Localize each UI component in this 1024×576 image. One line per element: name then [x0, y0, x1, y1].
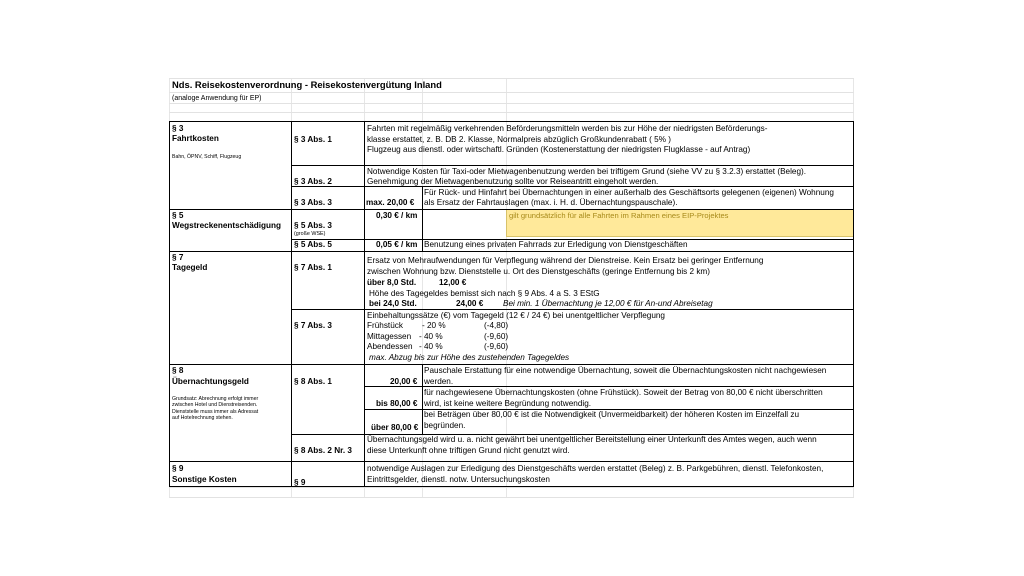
gridline	[169, 497, 854, 498]
gridline	[169, 103, 854, 104]
ref-5-5: § 5 Abs. 5	[294, 240, 332, 249]
amount-3-3: max. 20,00 €	[366, 198, 415, 207]
gridline	[169, 487, 854, 488]
meal-pct: - 20 %	[422, 321, 446, 330]
amount-8-c: über 80,00 €	[371, 423, 419, 432]
page-title: Nds. Reisekostenverordnung - Reisekostenvergütung Inland	[172, 79, 442, 90]
section-note-8: Grundsatz: Abrechnung erfolgt immer zwischen Hotel und Dienstreisenden. Dienststelle muss immer als Adressat auf Hotelrechnung stehen.	[172, 396, 259, 422]
ref-3-2: § 3 Abs. 2	[294, 177, 332, 186]
text-3-1-c: Flugzeug aus dienstl. oder wirtschaftl. Gründen (Kostenerstattung der niedrigsten Flugklasse - auf Antrag)	[367, 145, 751, 154]
amount-7-1-a: 12,00 €	[439, 278, 467, 287]
text-5-5: Benutzung eines privaten Fahrrads zur Erledigung von Dienstgeschäften	[424, 240, 688, 249]
gridline	[169, 112, 854, 113]
text-3-3-a: Für Rück- und Hinfahrt bei Übernachtungen in einer außerhalb des Geschäftsorts gelegenen (eigenen) Wohnung	[424, 188, 834, 197]
amount-5-3: 0,30 € / km	[376, 211, 418, 220]
meal-val: (-9,60)	[484, 332, 509, 341]
text-8-c-2: begründen.	[424, 421, 466, 430]
text-8-a-2: werden.	[424, 377, 454, 386]
text-7-1-f: Bei min. 1 Übernachtung je 12,00 € für An-und Abreisetag	[503, 299, 713, 308]
table-border	[169, 121, 170, 487]
column-border	[364, 121, 365, 487]
row-border	[169, 251, 854, 252]
row-border	[169, 209, 854, 210]
text-8-b-2: wird, ist keine weitere Begründung notwendig.	[424, 399, 592, 408]
section-note-3: Bahn, ÖPNV, Schiff, Flugzeug	[172, 154, 242, 160]
page-subtitle: (analoge Anwendung für EP)	[172, 95, 262, 102]
section-para-7: § 7	[172, 253, 184, 262]
column-border	[291, 121, 292, 487]
meal-row: Abendessen	[367, 342, 413, 351]
ref-3-1: § 3 Abs. 1	[294, 135, 332, 144]
table-border	[169, 486, 854, 487]
text-7-3-a: Einbehaltungssätze (€) vom Tagegeld (12 € / 24 €) bei unentgeltlicher Verpflegung	[367, 311, 665, 320]
meal-row: Frühstück	[367, 321, 403, 330]
table-border	[853, 121, 854, 487]
highlight-note	[506, 209, 854, 237]
text-3-1-a: Fahrten mit regelmäßig verkehrenden Beförderungsmitteln werden bis zur Höhe der niedrigsten Beförderungs-	[367, 124, 768, 133]
section-para-3: § 3	[172, 124, 184, 133]
amount-8-b: bis 80,00 €	[376, 399, 418, 408]
meal-val: (-4,80)	[484, 321, 509, 330]
text-7-1-c: über 8,0 Std.	[367, 278, 417, 287]
section-name-7: Tagegeld	[172, 263, 208, 272]
text-7-3-b: max. Abzug bis zur Höhe des zustehenden Tagegeldes	[369, 353, 570, 362]
row-border	[291, 165, 854, 166]
amount-5-5: 0,05 € / km	[376, 240, 418, 249]
text-7-1-a: Ersatz von Mehraufwendungen für Verpflegung während der Dienstreise. Kein Ersatz bei geringer Entfernung	[367, 256, 764, 265]
row-border	[169, 461, 854, 462]
ref-9: § 9	[294, 478, 306, 487]
row-border	[169, 364, 854, 365]
text-7-1-e: bei 24,0 Std.	[369, 299, 417, 308]
section-para-9: § 9	[172, 464, 184, 473]
ref-5-3: § 5 Abs. 3	[294, 221, 332, 230]
section-name-3: Fahrtkosten	[172, 134, 219, 143]
ref-7-1: § 7 Abs. 1	[294, 263, 332, 272]
meal-val: (-9,60)	[484, 342, 509, 351]
column-border	[422, 364, 423, 434]
section-name-9: Sonstige Kosten	[172, 475, 237, 484]
section-para-8: § 8	[172, 366, 184, 375]
text-8-2-a: Übernachtungsgeld wird u. a. nicht gewährt bei unentgeltlicher Bereitstellung einer Unterkunft des Amtes wegen, auch wenn	[367, 435, 817, 444]
section-para-5: § 5	[172, 211, 184, 220]
highlight-text: gilt grundsätzlich für alle Fahrten im Rahmen eines EIP-Projektes	[509, 211, 729, 220]
column-border	[422, 186, 423, 252]
text-3-1-b: klasse erstattet, z. B. DB 2. Klasse, Normalpreis abzüglich Großkundenrabatt ( 5% )	[367, 135, 671, 144]
text-3-2-a: Notwendige Kosten für Taxi-oder Mietwagenbenutzung werden bei triftigem Grund (siehe VV zu § 3.2.3) erstattet (Beleg).	[367, 167, 807, 176]
ref-3-3: § 3 Abs. 3	[294, 198, 332, 207]
text-9-a: notwendige Auslagen zur Erledigung des Dienstgeschäfts werden erstattet (Beleg) z. B. Parkgebühren, dienstl. Telefonkosten,	[367, 464, 824, 473]
text-8-b-1: für nachgewiesene Übernachtungskosten (ohne Frühstück). Soweit der Betrag von 80,00 € nicht überschritten	[424, 388, 823, 397]
text-8-a-1: Pauschale Erstattung für eine notwendige Übernachtung, soweit die Übernachtungskosten nicht nachgewiesen	[424, 366, 827, 375]
text-9-b: Eintrittsgelder, dienstl. notw. Untersuchungskosten	[367, 475, 550, 484]
section-name-5: Wegstreckenentschädigung	[172, 221, 282, 230]
amount-7-1-b: 24,00 €	[456, 299, 484, 308]
section-name-8: Übernachtungsgeld	[172, 377, 249, 386]
amount-8-a: 20,00 €	[390, 377, 418, 386]
note-5-3: (große WSE)	[294, 231, 326, 237]
ref-8-1: § 8 Abs. 1	[294, 377, 332, 386]
table-border	[169, 121, 854, 122]
meal-pct: - 40 %	[419, 332, 443, 341]
ref-7-3: § 7 Abs. 3	[294, 321, 332, 330]
text-8-c-1: bei Beträgen über 80,00 € ist die Notwendigkeit (Unvermeidbarkeit) der höheren Kosten im Einzelfall zu	[424, 410, 800, 419]
text-7-1-d: Höhe des Tagegeldes bemisst sich nach § 9 Abs. 4 a S. 3 EStG	[369, 289, 600, 298]
text-7-1-b: zwischen Wohnung bzw. Dienststelle u. Ort des Dienstgeschäfts (geringe Entfernung bis 2 km)	[367, 267, 710, 276]
meal-row: Mittagessen	[367, 332, 412, 341]
text-3-3-b: als Ersatz der Fahrtauslagen (max. i. H. d. Übernachtungspauschale).	[424, 198, 678, 207]
text-3-2-b: Genehmigung der Mietwagenbenutzung sollte vor Reiseantritt eingeholt werden.	[367, 177, 659, 186]
gridline	[169, 92, 854, 93]
text-8-2-b: diese Unterkunft ohne triftigen Grund nicht genutzt wird.	[367, 446, 570, 455]
meal-pct: - 40 %	[419, 342, 443, 351]
ref-8-2: § 8 Abs. 2 Nr. 3	[294, 446, 352, 455]
